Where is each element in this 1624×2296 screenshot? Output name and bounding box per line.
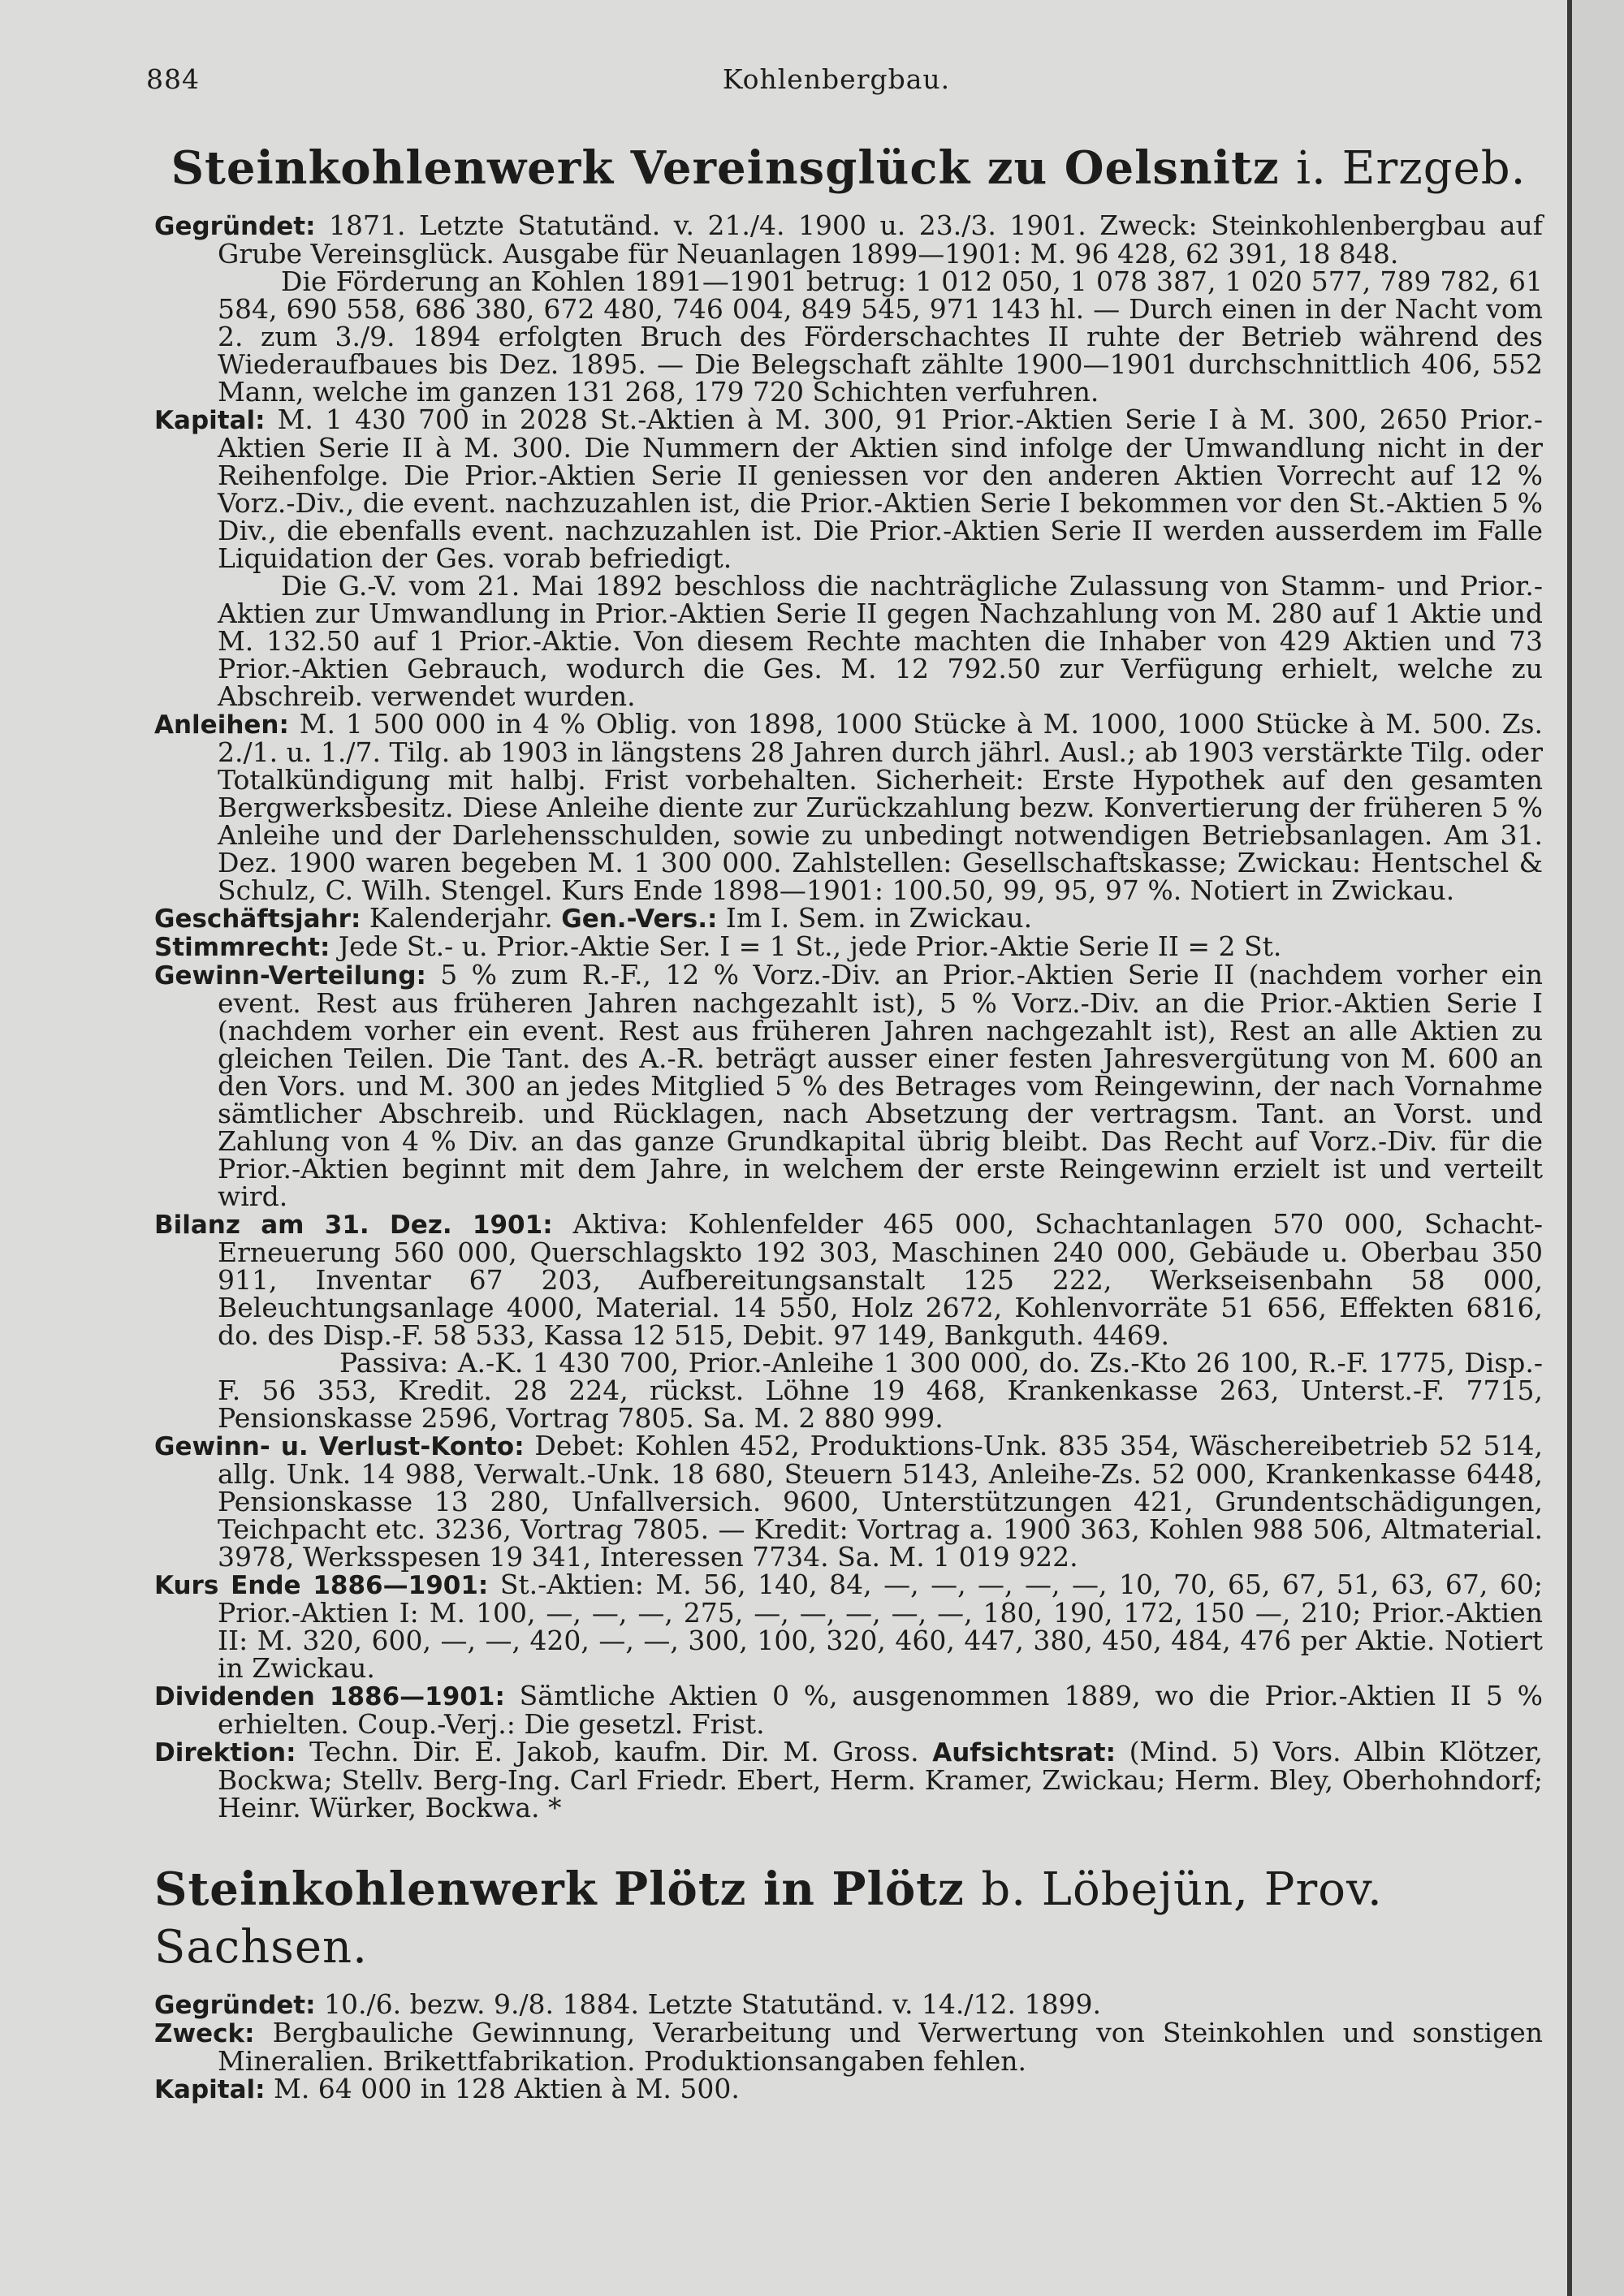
- label-bilanz: Bilanz am 31. Dez. 1901:: [154, 1211, 553, 1240]
- text-foerderung: Die Förderung an Kohlen 1891—1901 betrug: 1 012 050, 1 078 387, 1 020 577, 789 782, 61 584, 690 558, 686 380, 672 480, 746 004, 849 545, 971 143 hl. — Durch einen in der Nacht vom 2. zum 3./9. 1894 erfolgten Bruch des Förderschachtes II ruhte der Betrieb während des Wiederaufbaues bis Dez. 1895. — Die Belegschaft zählte 1900—1901 durchschnittlich 406, 552 Mann, welche im ganzen 131 268, 179 720 Schichten verfuhren.: [218, 265, 1543, 408]
- text-zweck-2: Bergbauliche Gewinnung, Verarbeitung und Verwertung von Steinkohlen und sonstigen Mineralien. Brikettfabrikation. Produktionsangaben fehlen.: [218, 2017, 1544, 2077]
- section-bilanz: [154, 1208, 1543, 1351]
- text-gv: Die G.-V. vom 21. Mai 1892 beschloss die nachträgliche Zulassung von Stamm- und Prior.-Aktien zur Umwandlung in Prior.-Aktien Serie II gegen Nachzahlung von M. 280 auf 1 Aktie und M. 132.50 auf 1 Prior.-Aktie. Von diesem Rechte machten die Inhaber von 429 Aktien und 73 Prior.-Aktien Gebrauch, wodurch die Ges. M. 12 792.50 zur Verfügung erhielt, welche zu Abschreib. verwendet wurden.: [218, 570, 1543, 712]
- label-kapital: Kapital:: [154, 406, 266, 435]
- page-number: 884: [146, 63, 200, 95]
- page-header: [146, 63, 1527, 112]
- label-aufsichtsrat: Aufsichtsrat:: [932, 1738, 1116, 1767]
- section-dividenden: [154, 1682, 1543, 1738]
- text-gegruendet-2: 10./6. bezw. 9./8. 1884. Letzte Statutänd. v. 14./12. 1899.: [324, 1988, 1101, 2020]
- text-bilanz-passiva: Passiva: A.-K. 1 430 700, Prior.-Anleihe 1 300 000, do. Zs.-Kto 26 100, R.-F. 1775, Disp.-F. 56 353, Kredit. 28 224, rückst. Löhne 19 468, Krankenkasse 263, Unterst.-F. 7715, Pensionskasse 2596, Vortrag 7805. Sa. M. 2 880 999.: [218, 1347, 1543, 1434]
- text-bilanz-aktiva: Aktiva: Kohlenfelder 465 000, Schachtanlagen 570 000, Schacht-Erneuerung 560 000, Querschlagskto 192 303, Maschinen 240 000, Gebäude u. Oberbau 350 911, Inventar 67 203, Aufbereitungsanstalt 125 222, Werkseisenbahn 58 000, Beleuchtungsanlage 4000, Material. 14 550, Holz 2672, Kohlenvorräte 51 656, Effekten 6816, do. des Disp.-F. 58 533, Kassa 12 515, Debit. 97 149, Bankguth. 4469.: [218, 1208, 1543, 1351]
- text-geschaeftsjahr: Kalenderjahr.: [369, 902, 553, 934]
- label-guv: Gewinn- u. Verlust-Konto:: [154, 1432, 525, 1461]
- label-stimmrecht: Stimmrecht:: [154, 933, 330, 962]
- label-zweck-2: Zweck:: [154, 2019, 255, 2048]
- section-geschaeftsjahr: [154, 904, 1543, 933]
- label-genvers: Gen.-Vers.:: [561, 904, 718, 934]
- section-gegruendet: [154, 209, 1543, 270]
- text-kurs: St.-Aktien: M. 56, 140, 84, —, —, —, —, —, 10, 70, 65, 67, 51, 63, 67, 60; Prior.-Aktien I: M. 100, —, —, —, 275, —, —, —, —, —, 180, 190, 172, 150 —, 210; Prior.-Aktien II: M. 320, 600, —, —, 420, —, —, 300, 100, 320, 460, 447, 380, 450, 484, 476 per Aktie. Notiert in Zwickau.: [218, 1569, 1543, 1684]
- company-title-1-rest: i. Erzgeb.: [1296, 142, 1527, 195]
- company-title-2-main: Steinkohlenwerk Plötz in Plötz: [154, 1862, 965, 1916]
- company-title-1: [154, 140, 1543, 197]
- label-kapital-2: Kapital:: [154, 2075, 266, 2104]
- text-kapital-2: M. 64 000 in 128 Aktien à M. 500.: [274, 2073, 740, 2104]
- section-gv: [154, 572, 1543, 710]
- label-kurs: Kurs Ende 1886—1901:: [154, 1571, 489, 1600]
- text-guv: Debet: Kohlen 452, Produktions-Unk. 835 354, Wäschereibetrieb 52 514, allg. Unk. 14 988, Verwalt.-Unk. 18 680, Steuern 5143, Anleihe-Zs. 52 000, Krankenkasse 6448, Pensionskasse 13 280, Unfallversich. 9600, Unterstützungen 421, Grundentschädigungen, Teichpacht etc. 3236, Vortrag 7805. — Kredit: Vortrag a. 1900 363, Kohlen 988 506, Altmaterial. 3978, Werksspesen 19 341, Interessen 7734. Sa. M. 1 019 922.: [218, 1430, 1544, 1573]
- label-geschaeftsjahr: Geschäftsjahr:: [154, 904, 361, 934]
- section-gegruendet-2: [154, 1988, 1543, 2020]
- section-kapital-2: [154, 2075, 1543, 2104]
- text-genvers: Im I. Sem. in Zwickau.: [725, 902, 1033, 934]
- text-direktion: Techn. Dir. E. Jakob, kaufm. Dir. M. Gross.: [309, 1736, 919, 1767]
- company-title-1-main: Steinkohlenwerk Vereinsglück zu Oelsnitz: [171, 141, 1280, 195]
- label-gegruendet: Gegründet:: [154, 212, 316, 241]
- section-kurs: [154, 1571, 1543, 1682]
- section-stimmrecht: [154, 930, 1543, 962]
- label-gewinnverteilung: Gewinn-Verteilung:: [154, 961, 426, 990]
- body-text: [154, 130, 1543, 2104]
- running-title: Kohlenbergbau.: [722, 63, 951, 95]
- section-bilanz-passiva: [154, 1349, 1543, 1432]
- section-gewinnverteilung: [154, 961, 1543, 1211]
- text-kapital: M. 1 430 700 in 2028 St.-Aktien à M. 300, 91 Prior.-Aktien Serie I à M. 300, 2650 Prior.-Aktien Serie II à M. 300. Die Nummern der Aktien sind infolge der Umwandlung nicht in der Reihenfolge. Die Prior.-Aktien Serie II geniessen vor den anderen Aktien Vorrecht auf 12 % Vorz.-Div., die event. nachzuzahlen ist, die Prior.-Aktien Serie I bekommen vor den St.-Aktien 5 % Div., die ebenfalls event. nachzuzahlen ist. Die Prior.-Aktien Serie II werden ausserdem im Falle Liquidation der Ges. vorab befriedigt.: [218, 404, 1543, 574]
- text-aufsichtsrat: (Mind. 5) Vors. Albin Klötzer, Bockwa; Stellv. Berg-Ing. Carl Friedr. Ebert, Herm. Kramer, Zwickau; Herm. Bley, Oberhohndorf; Heinr. Würker, Bockwa. *: [218, 1736, 1544, 1823]
- text-gegruendet: 1871. Letzte Statutänd. v. 21./4. 1900 u. 23./3. 1901. Zweck: Steinkohlenbergbau auf Grube Vereinsglück. Ausgabe für Neuanlagen 1899—1901: M. 96 428, 62 391, 18 848.: [218, 209, 1543, 270]
- section-anleihen: [154, 710, 1543, 904]
- company-title-2: [154, 1861, 1543, 1976]
- label-direktion: Direktion:: [154, 1738, 296, 1767]
- text-gewinnverteilung: 5 % zum R.-F., 12 % Vorz.-Div. an Prior.-Aktien Serie II (nachdem vorher ein event. Rest aus früheren Jahren nachgezahlt ist), 5 % Vorz.-Div. an die Prior.-Aktien Serie I (nachdem vorher ein event. Rest aus früheren Jahren nachgezahlt ist), Rest an alle Aktien zu gleichen Teilen. Die Tant. des A.-R. beträgt ausser einer festen Jahresvergütung von M. 600 an den Vors. und M. 300 an jedes Mitglied 5 % des Betrages vom Reingewinn, der nach Vornahme sämtlicher Abschreib. und Rücklagen, nach Absetzung der vertragsm. Tant. an Vorst. und Zahlung von 4 % Div. an das ganze Grundkapital übrig bleibt. Das Recht auf Vorz.-Div. für die Prior.-Aktien beginnt mit dem Jahre, in welchem der erste Reingewinn erzielt ist und verteilt wird.: [218, 959, 1543, 1212]
- section-direktion: [154, 1738, 1543, 1822]
- section-zweck-2: [154, 2019, 1543, 2075]
- label-anleihen: Anleihen:: [154, 710, 289, 740]
- section-guv: [154, 1432, 1543, 1571]
- text-stimmrecht: Jede St.- u. Prior.-Aktie Ser. I = 1 St., jede Prior.-Aktie Serie II = 2 St.: [338, 930, 1282, 962]
- company-title-2-rest: b. Löbejün, Prov. Sachsen.: [154, 1863, 1383, 1974]
- section-foerderung: [154, 265, 1543, 408]
- text-dividenden: Sämtliche Aktien 0 %, ausgenommen 1889, wo die Prior.-Aktien II 5 % erhielten. Coup.-Verj.: Die gesetzl. Frist.: [218, 1680, 1543, 1740]
- label-gegruendet-2: Gegründet:: [154, 1991, 316, 2020]
- label-dividenden: Dividenden 1886—1901:: [154, 1682, 505, 1711]
- text-anleihen: M. 1 500 000 in 4 % Oblig. von 1898, 1000 Stücke à M. 1000, 1000 Stücke à M. 500. Zs. 2./1. u. 1./7. Tilg. ab 1903 in längstens 28 Jahren durch jährl. Ausl.; ab 1903 verstärkte Tilg. oder Totalkündigung mit halbj. Frist vorbehalten. Sicherheit: Erste Hypothek auf den gesamten Bergwerksbesitz. Diese Anleihe diente zur Zurückzahlung bezw. Konvertierung der früheren 5 % Anleihe und der Darlehensschulden, sowie zu unbedingt notwendigen Betriebsanlagen. Am 31. Dez. 1900 waren begeben M. 1 300 000. Zahlstellen: Gesellschaftskasse; Zwickau: Hentschel & Schulz, C. Wilh. Stengel. Kurs Ende 1898—1901: 100.50, 99, 95, 97 %. Notiert in Zwickau.: [218, 708, 1543, 906]
- page-edge: [1567, 0, 1624, 2296]
- section-kapital: [154, 406, 1543, 572]
